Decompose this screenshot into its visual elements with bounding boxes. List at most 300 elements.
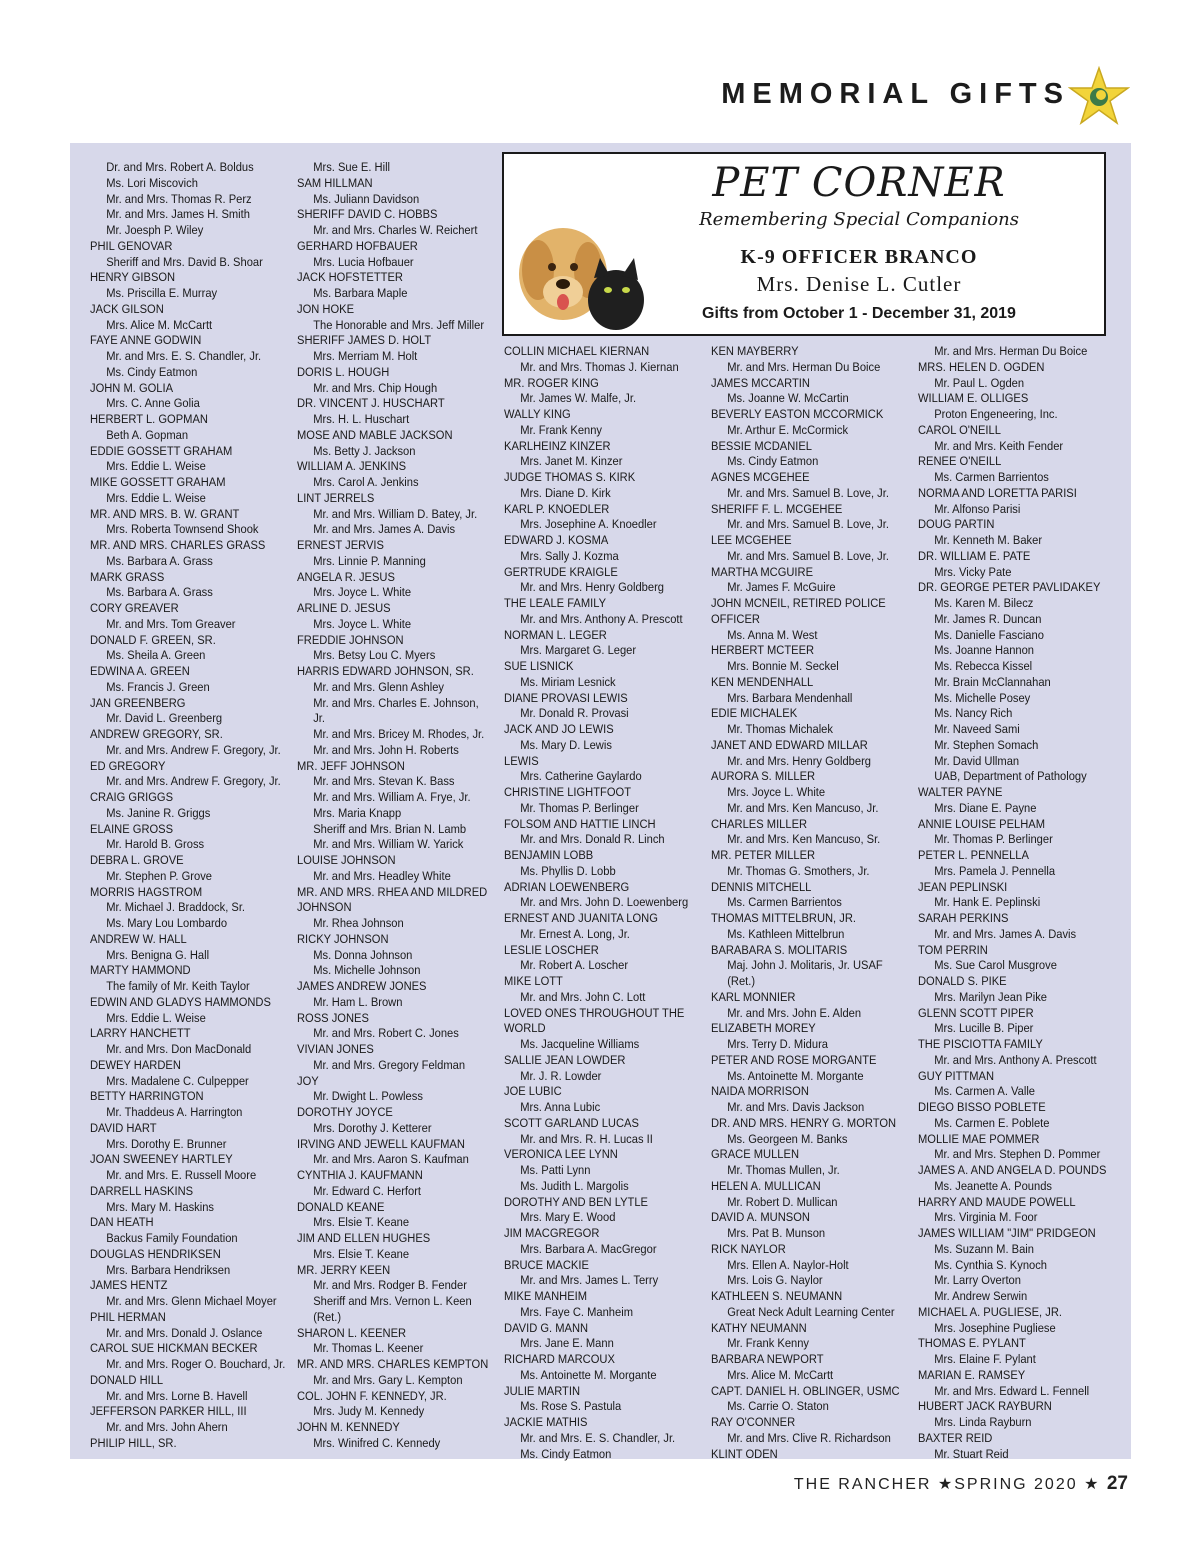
listing-column-2 — [297, 160, 488, 1452]
donor-name: Mr. and Mrs. Bricey M. Rhodes, Jr. — [313, 727, 485, 741]
donor-name: Mr. and Mrs. R. H. Lucas II — [520, 1131, 653, 1146]
donor-name: Mrs. Pat B. Munson — [727, 1226, 826, 1240]
donor-name: Mr. Andrew Serwin — [934, 1289, 1028, 1303]
donor-name: Mr. and Mrs. Henry Goldberg — [727, 753, 871, 768]
honoree-name: DONALD S. PIKE — [918, 974, 1007, 988]
donor-name: Mr. and Mrs. James A. Davis — [313, 522, 456, 537]
honoree-name: MR. AND MRS. CHARLES KEMPTON — [297, 1357, 489, 1371]
star-separator-icon: ★ — [937, 1476, 955, 1493]
honoree-name: HELEN A. MULLICAN — [711, 1178, 821, 1193]
donor-name: Ms. Janine R. Griggs — [106, 805, 211, 820]
honoree-name: LESLIE LOSCHER — [504, 942, 599, 957]
donor-name: The family of Mr. Keith Taylor — [106, 979, 250, 993]
honoree-name: MARK GRASS — [90, 569, 165, 584]
honoree-name: RAY O'CONNER — [711, 1415, 796, 1429]
honoree-name: MIKE GOSSETT GRAHAM — [90, 475, 226, 489]
page-number: 27 — [1106, 1473, 1128, 1494]
donor-name: Mrs. Benigna G. Hall — [106, 947, 210, 962]
donor-name: Mr. Michael J. Braddock, Sr. — [106, 900, 246, 915]
donor-name: Mr. Frank Kenny — [727, 1336, 810, 1351]
honoree-name: COL. JOHN F. KENNEDY, JR. — [297, 1388, 447, 1403]
honoree-name: KARL MONNIER — [711, 989, 796, 1004]
honoree-name: BENJAMIN LOBB — [504, 848, 594, 862]
honoree-name: MOSE AND MABLE JACKSON — [297, 427, 453, 442]
honoree-name: KEN MENDENHALL — [711, 674, 814, 689]
honoree-name: DAVID HART — [90, 1120, 157, 1135]
honoree-name: JAMES WILLIAM "JIM" PRIDGEON — [918, 1226, 1096, 1240]
donor-name: Mr. and Mrs. Donald J. Oslance — [106, 1325, 263, 1340]
donor-name: Sheriff and Mrs. Vernon L. Keen — [313, 1294, 472, 1308]
honoree-name: JAMES MCCARTIN — [711, 375, 810, 390]
donor-name: Mr. and Mrs. Andrew F. Gregory, Jr. — [106, 774, 281, 789]
donor-name: Mr. Stephen P. Grove — [106, 868, 212, 883]
honoree-name: JAMES A. AND ANGELA D. POUNDS — [918, 1163, 1107, 1177]
donor-name: (Ret.) — [313, 1309, 342, 1324]
honoree-name: MARTHA MCGUIRE — [711, 564, 814, 579]
honoree-name: JOHN MCNEIL, RETIRED POLICE — [711, 596, 886, 610]
listing-column-4 — [711, 344, 900, 1462]
donor-name: Mr. and Mrs. Lorne B. Havell — [106, 1388, 248, 1403]
donor-name: Mrs. Janet M. Kinzer — [520, 454, 623, 469]
honoree-name: DENNIS MITCHELL — [711, 879, 812, 894]
donor-name: Mr. and Mrs. Gregory Feldman — [313, 1057, 466, 1072]
honoree-name: MOLLIE MAE POMMER — [918, 1131, 1040, 1146]
honoree-name: THOMAS E. PYLANT — [918, 1336, 1026, 1351]
honoree-name: LARRY HANCHETT — [90, 1026, 191, 1041]
honoree-name: DAN HEATH — [90, 1215, 154, 1230]
honoree-name: CHRISTINE LIGHTFOOT — [504, 785, 632, 799]
honoree-name: DOROTHY JOYCE — [297, 1105, 393, 1119]
honoree-name: GERHARD HOFBAUER — [297, 238, 418, 253]
honoree-name: CAROL SUE HICKMAN BECKER — [90, 1341, 258, 1356]
donor-name: Mr. and Mrs. James A. Davis — [934, 926, 1077, 941]
honoree-name: VIVIAN JONES — [297, 1042, 374, 1056]
donor-name: Ms. Patti Lynn — [520, 1163, 591, 1177]
honoree-name: DEBRA L. GROVE — [90, 853, 184, 867]
honoree-name: JOE LUBIC — [504, 1084, 562, 1099]
donor-name: Mrs. Marilyn Jean Pike — [934, 989, 1047, 1004]
honoree-name: ANGELA R. JESUS — [297, 569, 395, 584]
honoree-name: JON HOKE — [297, 301, 355, 316]
honoree-name: RICK NAYLOR — [711, 1241, 786, 1256]
donor-name: Ms. Cindy Eatmon — [520, 1446, 612, 1461]
donor-name: Mrs. Mary M. Haskins — [106, 1199, 215, 1214]
honoree-name: PHIL GENOVAR — [90, 238, 173, 253]
donor-name: Mrs. Terry D. Midura — [727, 1037, 828, 1051]
honoree-name: DOUGLAS HENDRIKSEN — [90, 1246, 221, 1261]
honoree-name: JAMES ANDREW JONES — [297, 979, 427, 993]
honoree-name: MORRIS HAGSTROM — [90, 884, 203, 899]
donor-name: Mrs. H. L. Huschart — [313, 412, 410, 426]
honoree-name: BETTY HARRINGTON — [90, 1089, 204, 1104]
honoree-name: ED GREGORY — [90, 758, 166, 773]
donor-name: Ms. Carmen E. Poblete — [934, 1115, 1050, 1130]
donor-name: Mr. and Mrs. John Ahern — [106, 1420, 228, 1434]
donor-name: Mr. Thomas P. Berlinger — [520, 800, 639, 815]
honoree-name: SARAH PERKINS — [918, 911, 1009, 925]
honoree-name: FOLSOM AND HATTIE LINCH — [504, 816, 656, 831]
honoree-name: DAVID A. MUNSON — [711, 1210, 810, 1225]
honoree-name: FAYE ANNE GODWIN — [90, 333, 202, 348]
donor-name: Mr. and Mrs. Thomas J. Kiernan — [520, 359, 679, 374]
honoree-name: SHERIFF F. L. MCGEHEE — [711, 501, 843, 516]
donor-name: Mr. and Mrs. John D. Loewenberg — [520, 895, 689, 910]
honoree-name: JANET AND EDWARD MILLAR — [711, 737, 868, 752]
donor-name: Mrs. Eddie L. Weise — [106, 1010, 206, 1025]
donor-name: Mrs. C. Anne Golia — [106, 396, 200, 411]
honoree-name: SHERIFF JAMES D. HOLT — [297, 333, 432, 348]
donor-name: Mr. and Mrs. Glenn Ashley — [313, 679, 444, 694]
donor-name: Ms. Carmen Barrientos — [934, 470, 1049, 484]
honoree-name: JUDGE THOMAS S. KIRK — [504, 470, 636, 484]
donor-name: UAB, Department of Pathology — [934, 769, 1087, 784]
donor-name: Mr. and Mrs. E. Russell Moore — [106, 1168, 257, 1182]
donor-name: Mrs. Maria Knapp — [313, 805, 402, 820]
honoree-name: DARRELL HASKINS — [90, 1183, 194, 1198]
honoree-name: MR. PETER MILLER — [711, 848, 816, 862]
honoree-name: VERONICA LEE LYNN — [504, 1147, 618, 1162]
star-logo-icon — [1068, 66, 1130, 126]
honoree-name: PHIL HERMAN — [90, 1309, 166, 1324]
honoree-name: JAN GREENBERG — [90, 695, 186, 710]
honoree-name: JOAN SWEENEY HARTLEY — [90, 1152, 233, 1167]
donor-name: Mr. and Mrs. Chip Hough — [313, 380, 438, 395]
donor-name: Ms. Anna M. West — [727, 627, 818, 642]
pet-corner-title: PET CORNER — [712, 160, 1006, 206]
donor-name: Mr. and Mrs. Clive R. Richardson — [727, 1430, 891, 1445]
honoree-name: AURORA S. MILLER — [711, 769, 816, 784]
donor-name: Mr. Kenneth M. Baker — [934, 533, 1043, 547]
donor-name: Proton Engeneering, Inc. — [934, 407, 1058, 421]
honoree-name: JACKIE MATHIS — [504, 1415, 588, 1429]
donor-name: Mrs. Lucille B. Piper — [934, 1021, 1034, 1036]
honoree-name: KARLHEINZ KINZER — [504, 438, 611, 453]
donor-name: Ms. Juliann Davidson — [313, 191, 420, 206]
donor-name: Mr. Larry Overton — [934, 1273, 1021, 1288]
donor-name: Mrs. Judy M. Kennedy — [313, 1404, 425, 1419]
donor-name: Ms. Kathleen Mittelbrun — [727, 926, 845, 941]
donor-name: Ms. Lori Miscovich — [106, 175, 198, 190]
donor-name: Mr. and Mrs. Thomas R. Perz — [106, 191, 252, 206]
donor-name: Ms. Barbara A. Grass — [106, 553, 213, 568]
honoree-name: CORY GREAVER — [90, 601, 179, 615]
donor-name: Mr. and Mrs. William W. Yarick — [313, 837, 464, 852]
honoree-name: WALLY KING — [504, 407, 571, 421]
donor-name: Mr. and Mrs. Rodger B. Fender — [313, 1278, 467, 1293]
donor-name: Mr. and Mrs. Samuel B. Love, Jr. — [727, 485, 889, 500]
honoree-name: HARRIS EDWARD JOHNSON, SR. — [297, 664, 474, 678]
honoree-name: MIKE LOTT — [504, 974, 563, 988]
honoree-name: ELIZABETH MOREY — [711, 1021, 816, 1036]
donor-name: Ms. Carmen A. Valle — [934, 1084, 1036, 1099]
donor-name: Mr. James W. Malfe, Jr. — [520, 391, 637, 406]
honoree-name: SALLIE JEAN LOWDER — [504, 1052, 626, 1067]
honoree-name: JAMES HENTZ — [90, 1278, 168, 1293]
donor-name: Mr. and Mrs. Ken Mancuso, Jr. — [727, 800, 879, 815]
donor-name: Mrs. Roberta Townsend Shook — [106, 522, 259, 537]
donor-name: Beth A. Gopman — [106, 427, 189, 442]
page-footer — [794, 1473, 1128, 1495]
donor-name: Ms. Georgeen M. Banks — [727, 1131, 848, 1146]
honoree-name: PETER AND ROSE MORGANTE — [711, 1052, 877, 1067]
honoree-name: JACK AND JO LEWIS — [504, 722, 614, 736]
donor-name: Mr. Donald R. Provasi — [520, 706, 629, 721]
honoree-name: THOMAS MITTELBRUN, JR. — [711, 911, 856, 925]
donor-name: Great Neck Adult Learning Center — [727, 1304, 895, 1319]
donor-name: Mr. Brain McClannahan — [934, 674, 1051, 689]
honoree-name: BARBARA NEWPORT — [711, 1352, 824, 1366]
honoree-name: CAROL O'NEILL — [918, 422, 1001, 437]
donor-name: Mr. and Mrs. Donald R. Linch — [520, 832, 665, 847]
donor-name: Mrs. Elsie T. Keane — [313, 1215, 410, 1230]
donor-name: Mrs. Merriam M. Holt — [313, 349, 418, 363]
honoree-name: DR. AND MRS. HENRY G. MORTON — [711, 1115, 897, 1130]
donor-name: Mr. Edward C. Herfort — [313, 1183, 422, 1198]
donor-name: Mr. Thomas L. Keener — [313, 1341, 424, 1356]
honoree-name: ANDREW GREGORY, SR. — [90, 727, 223, 741]
honoree-name: NORMA AND LORETTA PARISI — [918, 485, 1077, 500]
honoree-name: EDDIE GOSSETT GRAHAM — [90, 443, 233, 458]
donor-name: Mrs. Faye C. Manheim — [520, 1304, 633, 1319]
honoree-name: MR. AND MRS. B. W. GRANT — [90, 506, 240, 521]
donor-name: Ms. Carmen Barrientos — [727, 895, 842, 910]
honoree-name: ERNEST JERVIS — [297, 538, 384, 552]
donor-name: Mr. and Mrs. Glenn Michael Moyer — [106, 1294, 277, 1308]
donor-name: Mrs. Diane D. Kirk — [520, 485, 611, 500]
donor-name: Mrs. Barbara Mendenhall — [727, 690, 853, 705]
honoree-name: DORIS L. HOUGH — [297, 364, 390, 379]
honoree-name: LOUISE JOHNSON — [297, 853, 396, 867]
year: 2020 — [1034, 1476, 1078, 1493]
donor-name: Mrs. Margaret G. Leger — [520, 643, 637, 658]
honoree-name: JOHN M. GOLIA — [90, 380, 174, 395]
donor-name: Mr. and Mrs. Samuel B. Love, Jr. — [727, 548, 889, 563]
donor-name: Mr. and Mrs. Ken Mancuso, Sr. — [727, 832, 881, 847]
donor-name: Mr. and Mrs. E. S. Chandler, Jr. — [520, 1430, 676, 1445]
donor-name: Mr. and Mrs. Tom Greaver — [106, 616, 236, 631]
honoree-name: DONALD KEANE — [297, 1199, 385, 1214]
donor-name: Ms. Mary D. Lewis — [520, 737, 612, 752]
honoree-name: CHARLES MILLER — [711, 816, 808, 831]
donor-name: Mr. Thomas G. Smothers, Jr. — [727, 863, 870, 878]
donor-name: Mr. and Mrs. Anthony A. Prescott — [934, 1052, 1097, 1067]
donor-name: Mrs. Elsie T. Keane — [313, 1246, 410, 1261]
donor-name: Ms. Jeanette A. Pounds — [934, 1178, 1052, 1193]
honoree-name: PHILIP HILL, SR. — [90, 1435, 177, 1450]
donor-name: Mr. and Mrs. Charles E. Johnson, — [313, 695, 479, 710]
honoree-name: DONALD HILL — [90, 1372, 164, 1387]
donor-name: Mrs. Barbara Hendriksen — [106, 1262, 231, 1277]
donor-name: Mrs. Madalene C. Culpepper — [106, 1073, 249, 1088]
gift-date-range: Gifts from October 1 - December 31, 2019 — [702, 305, 1016, 322]
donor-name: Mr. Paul L. Ogden — [934, 375, 1025, 390]
honoree-name: WORLD — [504, 1021, 546, 1036]
honoree-name: TOM PERRIN — [918, 942, 988, 957]
donor-name: Mr. and Mrs. Charles W. Reichert — [313, 223, 478, 237]
donor-name: Ms. Mary Lou Lombardo — [106, 916, 228, 930]
donor-name: Mrs. Dorothy E. Brunner — [106, 1136, 227, 1151]
honoree-name: ROSS JONES — [297, 1010, 369, 1025]
donor-name: Mr. and Mrs. James H. Smith — [106, 207, 250, 222]
honoree-name: JACK GILSON — [90, 301, 164, 316]
honoree-name: RICKY JOHNSON — [297, 931, 389, 946]
honoree-name: NAIDA MORRISON — [711, 1084, 809, 1099]
donor-name: Mr. and Mrs. Anthony A. Prescott — [520, 611, 683, 626]
donor-name: Mr. and Mrs. William D. Batey, Jr. — [313, 506, 478, 521]
donor-name: Mrs. Jane E. Mann — [520, 1336, 614, 1351]
honoree-name: HUBERT JACK RAYBURN — [918, 1399, 1052, 1414]
donor-name: Mrs. Ellen A. Naylor-Holt — [727, 1257, 849, 1272]
honoree-name: LOVED ONES THROUGHOUT THE — [504, 1005, 685, 1020]
honoree-name: JEFFERSON PARKER HILL, III — [90, 1404, 247, 1419]
honoree-name: DR. GEORGE PETER PAVLIDAKEY — [918, 580, 1101, 595]
donor-name: Mrs. Eddie L. Weise — [106, 490, 206, 505]
donor-name: Mrs. Vicky Pate — [934, 564, 1012, 579]
pet-donor: Mrs. Denise L. Cutler — [756, 272, 962, 296]
honoree-name: LEE MCGEHEE — [711, 533, 792, 547]
donor-name: Mr. David Ullman — [934, 753, 1020, 768]
donor-name: Mr. and Mrs. Roger O. Bouchard, Jr. — [106, 1357, 286, 1371]
donor-name: Ms. Cindy Eatmon — [727, 454, 819, 469]
honoree-name: HERBERT L. GOPMAN — [90, 412, 208, 426]
donor-name: Mrs. Catherine Gaylardo — [520, 769, 642, 784]
donor-name: Mr. and Mrs. James L. Terry — [520, 1273, 659, 1288]
listing-column-3 — [504, 344, 688, 1462]
honoree-name: RENEE O'NEILL — [918, 454, 1002, 469]
donor-name: Mr. and Mrs. Stephen D. Pommer — [934, 1147, 1101, 1162]
donor-name: Mr. and Mrs. Gary L. Kempton — [313, 1372, 463, 1387]
donor-name: Ms. Antoinette M. Morgante — [520, 1367, 657, 1382]
season: SPRING — [954, 1476, 1028, 1493]
honoree-name: GERTRUDE KRAIGLE — [504, 564, 618, 579]
honoree-name: CRAIG GRIGGS — [90, 790, 174, 804]
honoree-name: AGNES MCGEHEE — [711, 470, 810, 484]
donor-name: Sheriff and Mrs. David B. Shoar — [106, 254, 263, 269]
honoree-name: BARABARA S. MOLITARIS — [711, 942, 848, 957]
honoree-name: SAM HILLMAN — [297, 175, 373, 190]
honoree-name: DEWEY HARDEN — [90, 1057, 181, 1072]
donor-name: Mr. Thaddeus A. Harrington — [106, 1105, 243, 1119]
donor-name: Ms. Priscilla E. Murray — [106, 286, 218, 300]
honoree-name: EDWIN AND GLADYS HAMMONDS — [90, 994, 271, 1009]
honoree-name: DR. VINCENT J. HUSCHART — [297, 396, 445, 411]
donor-name: Ms. Carrie O. Staton — [727, 1399, 829, 1414]
donor-name: Mr. and Mrs. Aaron S. Kaufman — [313, 1152, 469, 1167]
donor-name: Ms. Betty J. Jackson — [313, 443, 416, 458]
publication-name: THE RANCHER — [793, 1476, 932, 1493]
donor-name: Mr. J. R. Lowder — [520, 1068, 602, 1083]
donor-name: Mrs. Dorothy J. Ketterer — [313, 1120, 432, 1135]
donor-name: Mr. and Mrs. Headley White — [313, 868, 451, 883]
donor-name: Ms. Joanne W. McCartin — [727, 391, 849, 406]
donor-name: Mrs. Lucia Hofbauer — [313, 254, 414, 269]
honoree-name: HENRY GIBSON — [90, 270, 176, 285]
donor-name: Mrs. Josephine Pugliese — [934, 1320, 1056, 1335]
donor-name: Ms. Sheila A. Green — [106, 648, 206, 663]
honoree-name: THE PISCIOTTA FAMILY — [918, 1037, 1043, 1051]
pet-corner-subtitle: Remembering Special Companions — [699, 209, 1019, 230]
donor-name: Mr. Harold B. Gross — [106, 837, 205, 852]
donor-name: Mrs. Betsy Lou C. Myers — [313, 648, 436, 663]
donor-name: Mrs. Diane E. Payne — [934, 800, 1037, 815]
honoree-name: RICHARD MARCOUX — [504, 1352, 615, 1366]
donor-name: Sheriff and Mrs. Brian N. Lamb — [313, 821, 467, 836]
honoree-name: HARRY AND MAUDE POWELL — [918, 1194, 1076, 1209]
honoree-name: MARIAN E. RAMSEY — [918, 1367, 1026, 1382]
honoree-name: DOROTHY AND BEN LYTLE — [504, 1194, 648, 1209]
honoree-name: JOHNSON — [297, 900, 352, 915]
honoree-name: KLINT ODEN — [711, 1446, 778, 1461]
pet-corner-box — [502, 152, 1106, 336]
donor-name: Mr. and Mrs. Keith Fender — [934, 438, 1064, 453]
donor-name: Mr. Robert A. Loscher — [520, 958, 629, 973]
donor-name: Dr. and Mrs. Robert A. Boldus — [106, 160, 254, 174]
honoree-name: ANNIE LOUISE PELHAM — [918, 816, 1046, 831]
donor-name: Mr. and Mrs. Herman Du Boice — [934, 344, 1088, 358]
donor-name: Mrs. Mary E. Wood — [520, 1210, 616, 1225]
honoree-name: FREDDIE JOHNSON — [297, 632, 404, 647]
honoree-name: SHERIFF DAVID C. HOBBS — [297, 207, 438, 222]
donor-name: Mr. Dwight L. Powless — [313, 1089, 423, 1104]
donor-name: Ms. Suzann M. Bain — [934, 1241, 1034, 1256]
donor-name: Mr. Naveed Sami — [934, 722, 1020, 736]
donor-name: Maj. John J. Molitaris, Jr. USAF — [727, 958, 883, 973]
donor-name: Mr. Ham L. Brown — [313, 994, 403, 1009]
honoree-name: BAXTER REID — [918, 1430, 993, 1445]
honoree-name: ANDREW W. HALL — [90, 931, 187, 946]
donor-name: Mrs. Bonnie M. Seckel — [727, 659, 839, 673]
donor-name: Mr. and Mrs. Edward L. Fennell — [934, 1383, 1090, 1398]
honoree-name: COLLIN MICHAEL KIERNAN — [504, 344, 650, 358]
donor-name: Ms. Michelle Posey — [934, 690, 1031, 705]
honoree-name: DAVID G. MANN — [504, 1320, 589, 1335]
honoree-name: JACK HOFSTETTER — [297, 270, 403, 285]
donor-name: Mr. and Mrs. Henry Goldberg — [520, 580, 664, 595]
honoree-name: EDIE MICHALEK — [711, 706, 798, 721]
donor-name: Mr. Rhea Johnson — [313, 916, 404, 930]
donor-name: Ms. Miriam Lesnick — [520, 674, 616, 689]
donor-name: Ms. Francis J. Green — [106, 679, 210, 694]
donor-name: Mr. Thomas Mullen, Jr. — [727, 1163, 840, 1177]
donor-name: Mr. and Mrs. William A. Frye, Jr. — [313, 790, 471, 804]
honoree-name: GLENN SCOTT PIPER — [918, 1005, 1034, 1020]
donor-name: Mr. Thomas Michalek — [727, 722, 833, 736]
honoree-name: WILLIAM A. JENKINS — [297, 459, 407, 474]
donor-name: Mr. Ernest A. Long, Jr. — [520, 926, 630, 941]
honoree-name: MR. JEFF JOHNSON — [297, 758, 405, 773]
honoree-name: OFFICER — [711, 611, 760, 626]
honoree-name: BRUCE MACKIE — [504, 1257, 589, 1272]
honoree-name: BEVERLY EASTON MCCORMICK — [711, 407, 884, 421]
donor-name: Mrs. Joyce L. White — [727, 785, 826, 799]
honoree-name: NORMAN L. LEGER — [504, 627, 607, 642]
honoree-name: GUY PITTMAN — [918, 1068, 995, 1083]
donor-name: Mr. Stephen Somach — [934, 737, 1039, 752]
honoree-name: DIANE PROVASI LEWIS — [504, 690, 628, 705]
honoree-name: EDWINA A. GREEN — [90, 664, 190, 678]
donor-name: Mrs. Pamela J. Pennella — [934, 863, 1056, 878]
honoree-name: JIM AND ELLEN HUGHES — [297, 1231, 431, 1245]
donor-name: Ms. Cynthia S. Kynoch — [934, 1257, 1048, 1272]
donor-name: Ms. Rose S. Pastula — [520, 1399, 622, 1414]
honoree-name: ERNEST AND JUANITA LONG — [504, 911, 658, 925]
honoree-name: KEN MAYBERRY — [711, 344, 799, 358]
honoree-name: MARTY HAMMOND — [90, 963, 191, 978]
donor-name: Ms. Nancy Rich — [934, 706, 1013, 721]
donor-name: Mr. and Mrs. John E. Alden — [727, 1005, 862, 1020]
donor-name: Mr. Thomas P. Berlinger — [934, 832, 1053, 847]
donor-name: Ms. Karen M. Bilecz — [934, 596, 1034, 610]
